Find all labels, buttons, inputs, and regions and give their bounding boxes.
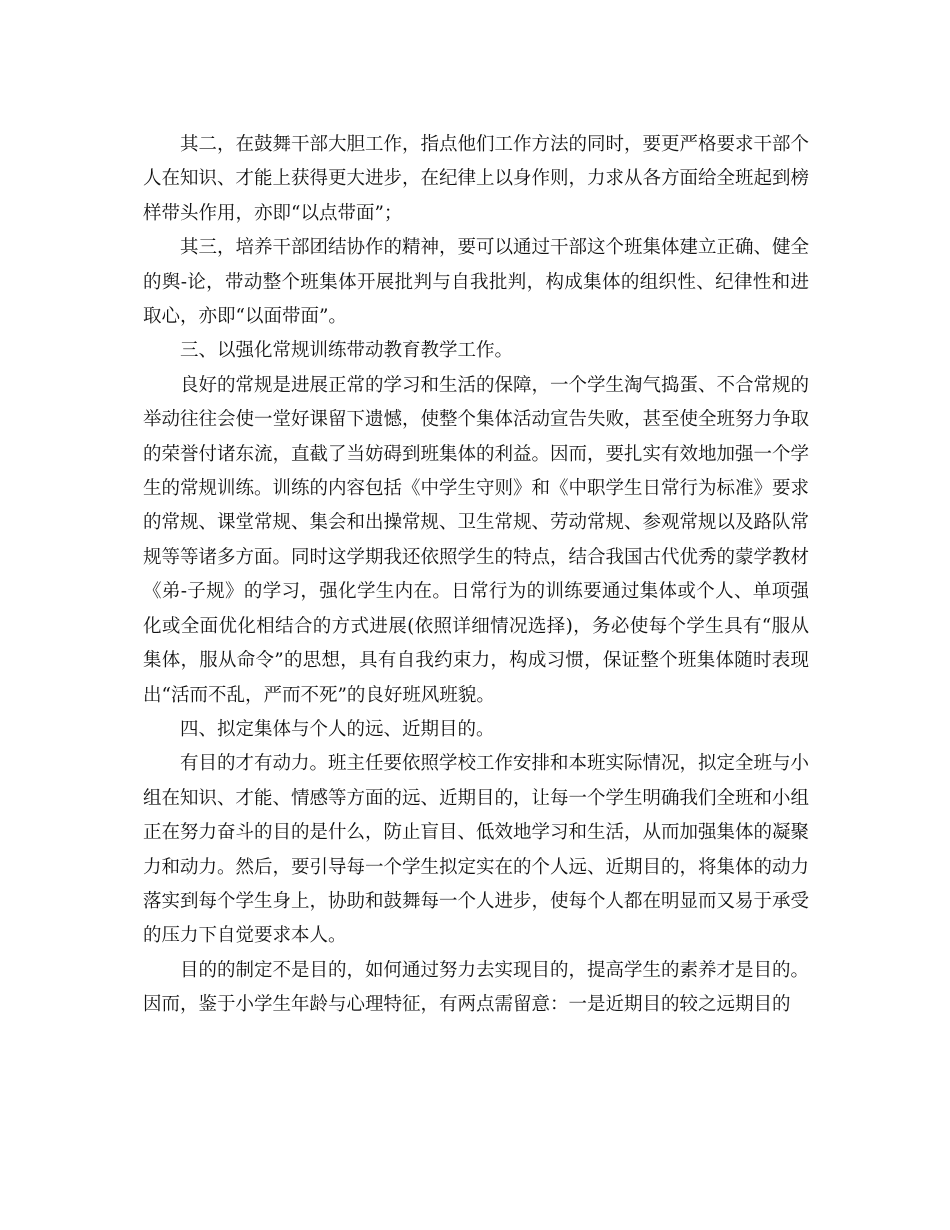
paragraph-4: 良好的常规是进展正常的学习和生活的保障，一个学生淘气捣蛋、不合常规的举动往往会使一堂好课留下遗憾，使整个集体活动宣告失败，甚至使全班努力争取的荣誉付诸东流，直截了当妨碍到班集体的利益。因而，要扎实有效地加强一个学生的常规训练。训练的内容包括《中学生守则》和《中职学生日常行为标准》要求的常规、课堂常规、集会和出操常规、卫生常规、劳动常规、参观常规以及路队常规等等诸多方面。同时这学期我还依照学生的特点，结合我国古代优秀的蒙学教材《弟-子规》的学习，强化学生内在。日常行为的训练要通过集体或个人、单项强化或全面优化相结合的方式进展(依照详细情况选择)，务必使每个学生具有“服从集体，服从命令”的思想，具有自我约束力，构成习惯，保证整个班集体随时表现出“活而不乱，严而不死”的良好班风班貌。 (143, 374, 810, 706)
section-heading-3: 三、以强化常规训练带动教育教学工作。 (180, 340, 514, 362)
paragraph-6: 有目的才有动力。班主任要依照学校工作安排和本班实际情况，拟定全班与小组在知识、才能、情感等方面的远、近期目的，让每一个学生明确我们全班和小组正在努力奋斗的目的是什么，防止盲目、低效地学习和生活，从而加强集体的凝聚力和动力。然后，要引导每一个学生拟定实在的个人远、近期目的，将集体的动力落实到每个学生身上，协助和鼓舞每一个人进步，使每个人都在明显而又易于承受的压力下自觉要求本人。 (143, 753, 810, 947)
paragraph-2: 其三，培养干部团结协作的精神，要可以通过干部这个班集体建立正确、健全的舆-论，带动整个班集体开展批判与自我批判，构成集体的组织性、纪律性和进取心，亦即“以面带面”。 (143, 237, 810, 328)
paragraph-7: 目的的制定不是目的，如何通过努力去实现目的，提高学生的素养才是目的。因而，鉴于小学生年龄与心理特征，有两点需留意：一是近期目的较之远期目的 (143, 959, 810, 1016)
paragraph-1: 其二，在鼓舞干部大胆工作，指点他们工作方法的同时，要更严格要求干部个人在知识、才能上获得更大进步，在纪律上以身作则，力求从各方面给全班起到榜样带头作用，亦即“以点带面”； (143, 134, 810, 224)
document-body (143, 128, 809, 1023)
section-heading-4: 四、拟定集体与个人的远、近期目的。 (180, 718, 495, 740)
